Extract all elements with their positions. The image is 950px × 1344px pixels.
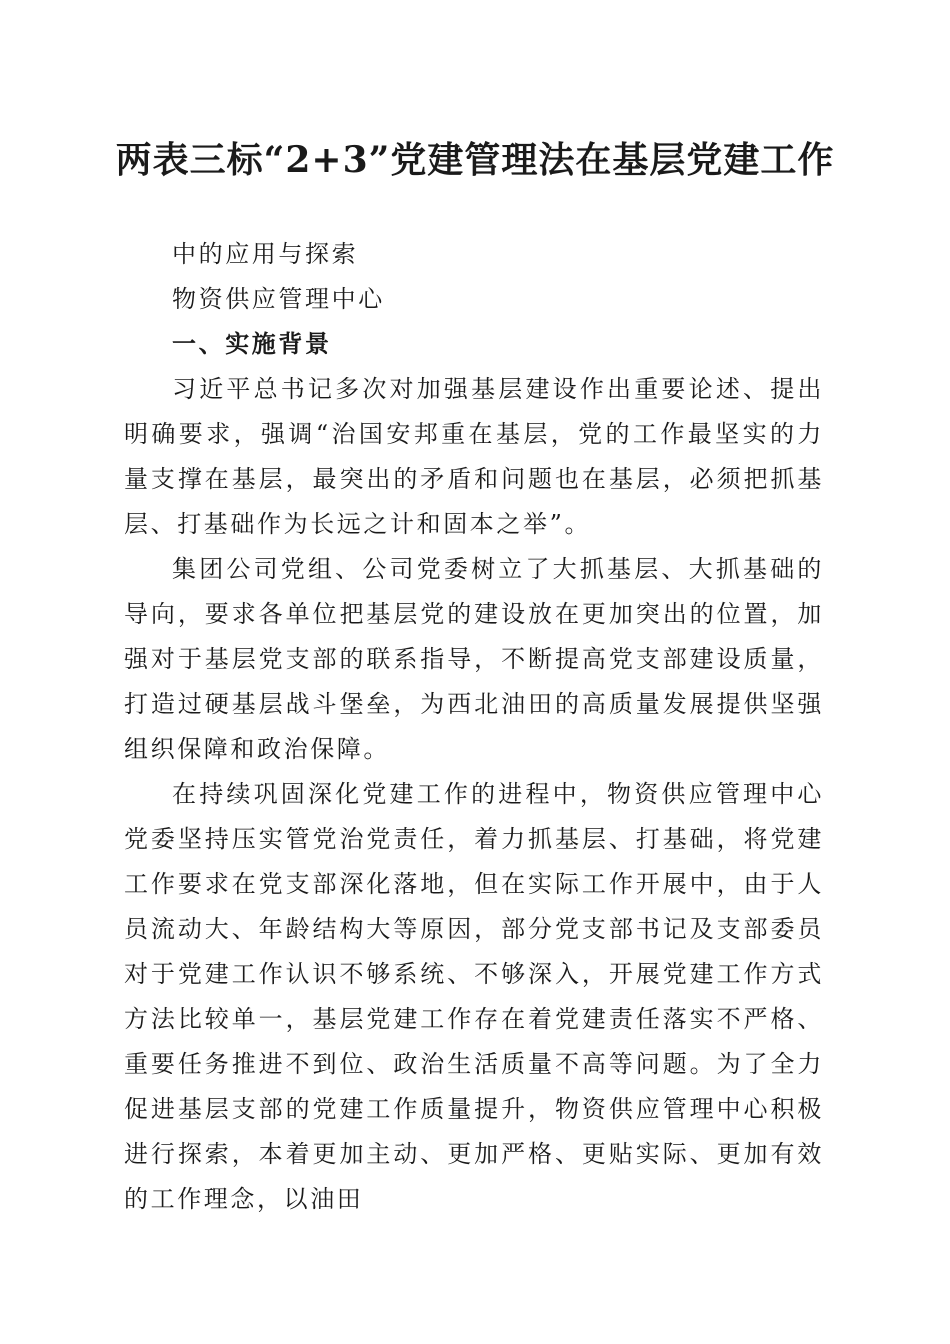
organization-line: 物资供应管理中心: [172, 285, 385, 313]
section-heading: 一、实施背景: [172, 330, 332, 358]
paragraph: 集团公司党组、公司党委树立了大抓基层、大抓基础的导向，要求各单位把基层党的建设放在更加突出的位置，加强对于基层党支部的联系指导，不断提高党支部建设质量，打造过硬基层战斗堡垒，为西北油田的高质量发展提供坚强组织保障和政治保障。: [124, 555, 824, 763]
paragraph: 习近平总书记多次对加强基层建设作出重要论述、提出明确要求，强调“治国安邦重在基层，党的工作最坚实的力量支撑在基层，最突出的矛盾和问题也在基层，必须把抓基层、打基础作为长远之计和固本之举”。: [124, 375, 824, 538]
document-title: 两表三标“2+3”党建管理法在基层党建工作: [115, 139, 835, 181]
document-body: [124, 232, 824, 1222]
subtitle-line: 中的应用与探索: [172, 240, 359, 268]
paragraph: 在持续巩固深化党建工作的进程中，物资供应管理中心党委坚持压实管党治党责任，着力抓基层、打基础，将党建工作要求在党支部深化落地，但在实际工作开展中，由于人员流动大、年龄结构大等原因，部分党支部书记及支部委员对于党建工作认识不够系统、不够深入，开展党建工作方式方法比较单一，基层党建工作存在着党建责任落实不严格、重要任务推进不到位、政治生活质量不高等问题。为了全力促进基层支部的党建工作质量提升，物资供应管理中心积极进行探索，本着更加主动、更加严格、更贴实际、更加有效的工作理念，以油田: [124, 780, 824, 1213]
